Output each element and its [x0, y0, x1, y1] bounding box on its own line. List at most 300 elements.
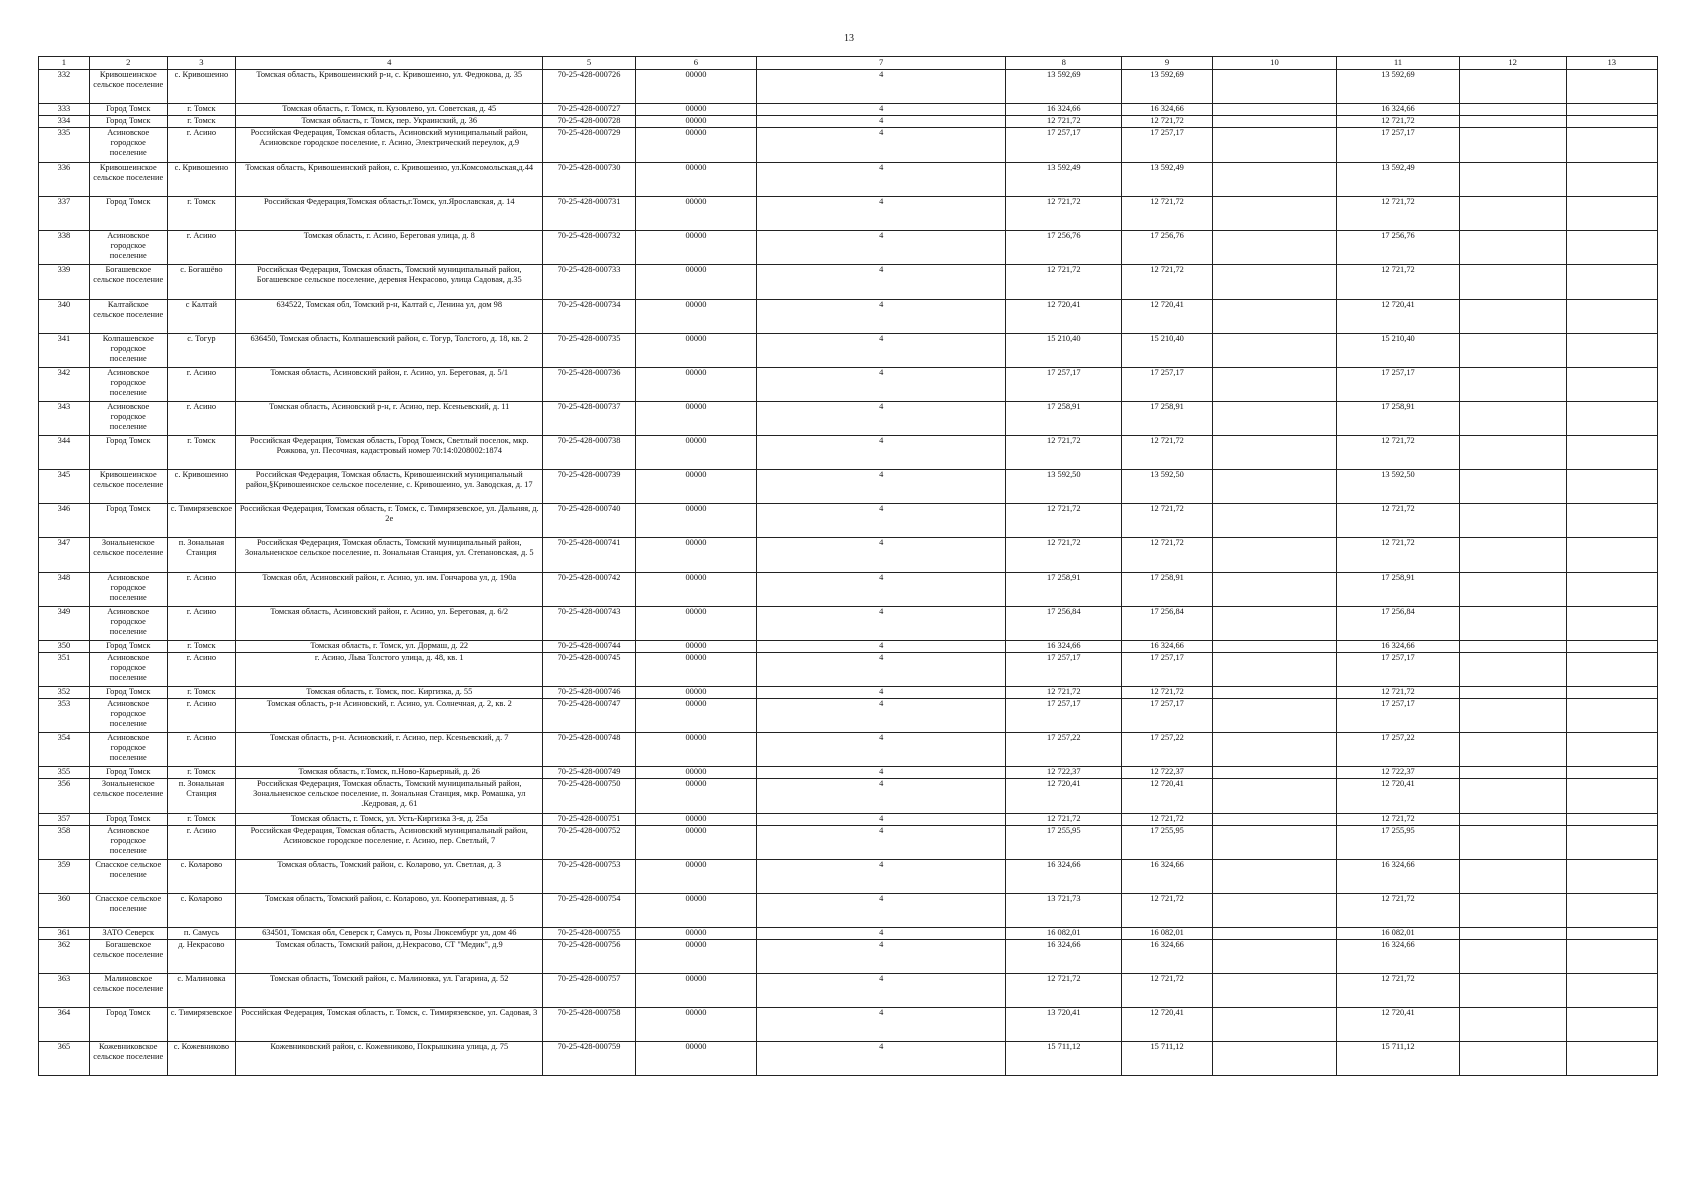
cell-col-6: 00000	[635, 197, 756, 231]
cell-col-7: 4	[757, 928, 1006, 940]
cell-col-6: 00000	[635, 368, 756, 402]
cell-col-2: Город Томск	[89, 104, 167, 116]
cell-col-9: 17 257,17	[1122, 699, 1212, 733]
cell-col-9: 15 210,40	[1122, 334, 1212, 368]
cell-col-1: 337	[39, 197, 90, 231]
cell-col-8: 12 721,72	[1006, 265, 1122, 300]
cell-col-3: г. Томск	[167, 641, 235, 653]
table-row	[39, 607, 1658, 641]
table-row	[39, 70, 1658, 104]
cell-col-3: п. Зональная Станция	[167, 779, 235, 814]
cell-col-4: 634522, Томская обл, Томский р-н, Калтай с, Ленина ул, дом 98	[236, 300, 543, 334]
cell-col-7: 4	[757, 641, 1006, 653]
cell-col-3: г. Томск	[167, 197, 235, 231]
cell-col-2: Асиновское городское поселение	[89, 699, 167, 733]
table-row	[39, 504, 1658, 538]
cell-col-13	[1566, 573, 1657, 607]
cell-col-13	[1566, 128, 1657, 163]
cell-col-5: 70-25-428-000739	[543, 470, 635, 504]
cell-col-13	[1566, 504, 1657, 538]
table-row	[39, 974, 1658, 1008]
cell-col-8: 16 324,66	[1006, 641, 1122, 653]
cell-col-4: Томская область, г. Томск, ул. Усть-Киргизка 3-я, д. 25а	[236, 814, 543, 826]
cell-col-9: 17 257,17	[1122, 653, 1212, 687]
cell-col-10	[1212, 334, 1337, 368]
cell-col-10	[1212, 300, 1337, 334]
cell-col-1: 346	[39, 504, 90, 538]
cell-col-12	[1459, 470, 1566, 504]
cell-col-12	[1459, 894, 1566, 928]
cell-col-11: 12 721,72	[1337, 974, 1459, 1008]
cell-col-6: 00000	[635, 894, 756, 928]
cell-col-9: 16 324,66	[1122, 641, 1212, 653]
cell-col-7: 4	[757, 814, 1006, 826]
cell-col-10	[1212, 641, 1337, 653]
cell-col-8: 13 720,41	[1006, 1008, 1122, 1042]
cell-col-12	[1459, 128, 1566, 163]
cell-col-7: 4	[757, 974, 1006, 1008]
cell-col-7: 4	[757, 197, 1006, 231]
cell-col-9: 12 721,72	[1122, 504, 1212, 538]
cell-col-8: 12 721,72	[1006, 116, 1122, 128]
cell-col-12	[1459, 940, 1566, 974]
cell-col-3: г. Асино	[167, 402, 235, 436]
cell-col-1: 350	[39, 641, 90, 653]
cell-col-10	[1212, 436, 1337, 470]
cell-col-8: 17 255,95	[1006, 826, 1122, 860]
col-header: 11	[1337, 57, 1459, 70]
cell-col-12	[1459, 402, 1566, 436]
cell-col-5: 70-25-428-000726	[543, 70, 635, 104]
cell-col-7: 4	[757, 940, 1006, 974]
table-body	[39, 70, 1658, 1076]
cell-col-1: 332	[39, 70, 90, 104]
table-row	[39, 334, 1658, 368]
table-row	[39, 860, 1658, 894]
cell-col-3: с. Тимирязевское	[167, 1008, 235, 1042]
cell-col-12	[1459, 826, 1566, 860]
cell-col-9: 12 721,72	[1122, 894, 1212, 928]
cell-col-5: 70-25-428-000747	[543, 699, 635, 733]
cell-col-5: 70-25-428-000745	[543, 653, 635, 687]
cell-col-10	[1212, 940, 1337, 974]
cell-col-3: с. Тимирязевское	[167, 504, 235, 538]
cell-col-1: 363	[39, 974, 90, 1008]
cell-col-5: 70-25-428-000734	[543, 300, 635, 334]
cell-col-2: Богашевское сельское поселение	[89, 940, 167, 974]
cell-col-13	[1566, 538, 1657, 573]
cell-col-12	[1459, 607, 1566, 641]
cell-col-2: Асиновское городское поселение	[89, 573, 167, 607]
cell-col-8: 16 324,66	[1006, 104, 1122, 116]
col-header: 8	[1006, 57, 1122, 70]
cell-col-12	[1459, 163, 1566, 197]
cell-col-3: г. Асино	[167, 699, 235, 733]
table-row	[39, 1008, 1658, 1042]
cell-col-3: с. Малиновка	[167, 974, 235, 1008]
cell-col-4: Томская область, Асиновский р-н, г. Асино, пер. Ксеньевский, д. 11	[236, 402, 543, 436]
cell-col-11: 17 256,76	[1337, 231, 1459, 265]
table-row	[39, 687, 1658, 699]
cell-col-1: 339	[39, 265, 90, 300]
cell-col-11: 12 721,72	[1337, 538, 1459, 573]
cell-col-4: Томская область, Кривошеинский р-н, с. Кривошеино, ул. Федюкова, д. 35	[236, 70, 543, 104]
cell-col-7: 4	[757, 470, 1006, 504]
cell-col-12	[1459, 368, 1566, 402]
cell-col-8: 12 721,72	[1006, 197, 1122, 231]
cell-col-6: 00000	[635, 687, 756, 699]
cell-col-4: Томская область, г. Томск, ул. Дормаш, д. 22	[236, 641, 543, 653]
cell-col-4: Томская обл, Асиновский район, г. Асино, ул. им. Гончарова ул, д. 190а	[236, 573, 543, 607]
cell-col-9: 17 257,22	[1122, 733, 1212, 767]
cell-col-7: 4	[757, 70, 1006, 104]
table-row	[39, 699, 1658, 733]
cell-col-4: Российская Федерация, Томская область, Томский муниципальный район, Зональненское сельское поселение, п. Зональная Станция, ул. Степановская, д. 5	[236, 538, 543, 573]
cell-col-9: 12 721,72	[1122, 265, 1212, 300]
cell-col-6: 00000	[635, 1008, 756, 1042]
cell-col-13	[1566, 641, 1657, 653]
cell-col-5: 70-25-428-000729	[543, 128, 635, 163]
cell-col-2: Город Томск	[89, 197, 167, 231]
cell-col-5: 70-25-428-000742	[543, 573, 635, 607]
cell-col-9: 16 324,66	[1122, 940, 1212, 974]
cell-col-10	[1212, 231, 1337, 265]
cell-col-8: 17 257,22	[1006, 733, 1122, 767]
cell-col-2: Калтайское сельское поселение	[89, 300, 167, 334]
cell-col-6: 00000	[635, 128, 756, 163]
cell-col-5: 70-25-428-000737	[543, 402, 635, 436]
cell-col-3: д. Некрасово	[167, 940, 235, 974]
cell-col-2: Город Томск	[89, 641, 167, 653]
cell-col-12	[1459, 1008, 1566, 1042]
cell-col-11: 17 257,17	[1337, 128, 1459, 163]
cell-col-8: 12 721,72	[1006, 974, 1122, 1008]
cell-col-8: 17 258,91	[1006, 402, 1122, 436]
cell-col-6: 00000	[635, 767, 756, 779]
cell-col-11: 12 722,37	[1337, 767, 1459, 779]
cell-col-10	[1212, 128, 1337, 163]
cell-col-5: 70-25-428-000733	[543, 265, 635, 300]
cell-col-11: 17 256,84	[1337, 607, 1459, 641]
col-header: 6	[635, 57, 756, 70]
header-row	[39, 57, 1658, 70]
cell-col-12	[1459, 538, 1566, 573]
cell-col-9: 12 721,72	[1122, 814, 1212, 826]
cell-col-12	[1459, 70, 1566, 104]
cell-col-12	[1459, 300, 1566, 334]
cell-col-3: г. Асино	[167, 573, 235, 607]
cell-col-11: 17 255,95	[1337, 826, 1459, 860]
cell-col-4: Томская область, Томский район, с. Коларово, ул. Кооперативная, д. 5	[236, 894, 543, 928]
cell-col-7: 4	[757, 265, 1006, 300]
cell-col-9: 17 256,84	[1122, 607, 1212, 641]
cell-col-6: 00000	[635, 300, 756, 334]
cell-col-11: 16 324,66	[1337, 860, 1459, 894]
cell-col-3: г. Асино	[167, 733, 235, 767]
table-row	[39, 653, 1658, 687]
cell-col-2: Зональненское сельское поселение	[89, 538, 167, 573]
cell-col-11: 15 210,40	[1337, 334, 1459, 368]
cell-col-2: Асиновское городское поселение	[89, 402, 167, 436]
cell-col-8: 13 592,69	[1006, 70, 1122, 104]
cell-col-8: 16 324,66	[1006, 860, 1122, 894]
cell-col-13	[1566, 653, 1657, 687]
cell-col-13	[1566, 1042, 1657, 1076]
cell-col-7: 4	[757, 116, 1006, 128]
cell-col-7: 4	[757, 733, 1006, 767]
cell-col-1: 341	[39, 334, 90, 368]
cell-col-4: Российская Федерация, Томская область, г. Томск, с. Тимирязевское, ул. Дальняя, д. 2е	[236, 504, 543, 538]
cell-col-3: с. Коларово	[167, 860, 235, 894]
cell-col-12	[1459, 699, 1566, 733]
table-row	[39, 573, 1658, 607]
cell-col-1: 364	[39, 1008, 90, 1042]
cell-col-10	[1212, 894, 1337, 928]
cell-col-13	[1566, 779, 1657, 814]
cell-col-3: г. Асино	[167, 826, 235, 860]
cell-col-12	[1459, 974, 1566, 1008]
cell-col-1: 361	[39, 928, 90, 940]
table-row	[39, 928, 1658, 940]
table-row	[39, 402, 1658, 436]
cell-col-2: Город Томск	[89, 504, 167, 538]
cell-col-12	[1459, 767, 1566, 779]
cell-col-4: Российская Федерация, Томская область, Асиновский муниципальный район, Асиновское городское поселение, г. Асино, пер. Светлый, 7	[236, 826, 543, 860]
table-row	[39, 265, 1658, 300]
cell-col-1: 362	[39, 940, 90, 974]
cell-col-5: 70-25-428-000727	[543, 104, 635, 116]
cell-col-12	[1459, 504, 1566, 538]
cell-col-11: 12 721,72	[1337, 504, 1459, 538]
cell-col-13	[1566, 814, 1657, 826]
cell-col-4: Томская область, Томский район, с. Коларово, ул. Светлая, д. 3	[236, 860, 543, 894]
cell-col-7: 4	[757, 894, 1006, 928]
cell-col-13	[1566, 1008, 1657, 1042]
cell-col-5: 70-25-428-000753	[543, 860, 635, 894]
cell-col-11: 16 324,66	[1337, 641, 1459, 653]
cell-col-1: 356	[39, 779, 90, 814]
cell-col-10	[1212, 573, 1337, 607]
cell-col-2: Богашевское сельское поселение	[89, 265, 167, 300]
cell-col-6: 00000	[635, 641, 756, 653]
cell-col-13	[1566, 699, 1657, 733]
cell-col-11: 16 324,66	[1337, 104, 1459, 116]
cell-col-11: 17 257,17	[1337, 699, 1459, 733]
cell-col-12	[1459, 814, 1566, 826]
cell-col-1: 354	[39, 733, 90, 767]
cell-col-2: Малиновское сельское поселение	[89, 974, 167, 1008]
cell-col-10	[1212, 1042, 1337, 1076]
cell-col-7: 4	[757, 826, 1006, 860]
cell-col-11: 17 257,17	[1337, 368, 1459, 402]
cell-col-9: 15 711,12	[1122, 1042, 1212, 1076]
cell-col-7: 4	[757, 1008, 1006, 1042]
cell-col-7: 4	[757, 687, 1006, 699]
cell-col-4: Томская область, Кривошеинский район, с. Кривошеино, ул.Комсомольская,д.44	[236, 163, 543, 197]
cell-col-1: 340	[39, 300, 90, 334]
cell-col-5: 70-25-428-000756	[543, 940, 635, 974]
cell-col-8: 12 720,41	[1006, 300, 1122, 334]
cell-col-8: 12 721,72	[1006, 436, 1122, 470]
cell-col-3: г. Томск	[167, 436, 235, 470]
cell-col-2: Асиновское городское поселение	[89, 607, 167, 641]
cell-col-7: 4	[757, 368, 1006, 402]
cell-col-7: 4	[757, 231, 1006, 265]
cell-col-2: Асиновское городское поселение	[89, 231, 167, 265]
cell-col-1: 338	[39, 231, 90, 265]
cell-col-9: 12 721,72	[1122, 197, 1212, 231]
cell-col-10	[1212, 928, 1337, 940]
cell-col-1: 335	[39, 128, 90, 163]
cell-col-6: 00000	[635, 470, 756, 504]
register-table	[38, 56, 1658, 1076]
cell-col-13	[1566, 733, 1657, 767]
table-row	[39, 1042, 1658, 1076]
cell-col-11: 17 258,91	[1337, 402, 1459, 436]
cell-col-1: 359	[39, 860, 90, 894]
cell-col-10	[1212, 163, 1337, 197]
cell-col-8: 17 257,17	[1006, 653, 1122, 687]
cell-col-1: 357	[39, 814, 90, 826]
cell-col-3: с. Богашёво	[167, 265, 235, 300]
cell-col-12	[1459, 116, 1566, 128]
cell-col-4: Томская область, г. Асино, Береговая улица, д. 8	[236, 231, 543, 265]
cell-col-3: с. Кривошеино	[167, 70, 235, 104]
cell-col-8: 17 256,76	[1006, 231, 1122, 265]
cell-col-3: с. Кривошеино	[167, 470, 235, 504]
cell-col-9: 12 721,72	[1122, 687, 1212, 699]
cell-col-4: Томская область, г. Томск, пос. Киргизка, д. 55	[236, 687, 543, 699]
cell-col-5: 70-25-428-000750	[543, 779, 635, 814]
cell-col-8: 12 722,37	[1006, 767, 1122, 779]
cell-col-9: 16 324,66	[1122, 860, 1212, 894]
cell-col-5: 70-25-428-000743	[543, 607, 635, 641]
cell-col-9: 17 258,91	[1122, 573, 1212, 607]
cell-col-2: Асиновское городское поселение	[89, 128, 167, 163]
cell-col-8: 16 082,01	[1006, 928, 1122, 940]
cell-col-13	[1566, 607, 1657, 641]
cell-col-10	[1212, 733, 1337, 767]
cell-col-5: 70-25-428-000735	[543, 334, 635, 368]
cell-col-5: 70-25-428-000730	[543, 163, 635, 197]
cell-col-10	[1212, 104, 1337, 116]
cell-col-6: 00000	[635, 163, 756, 197]
cell-col-4: Кожевниковский район, с. Кожевниково, Покрышкина улица, д. 75	[236, 1042, 543, 1076]
cell-col-1: 349	[39, 607, 90, 641]
cell-col-2: Город Томск	[89, 116, 167, 128]
cell-col-9: 12 721,72	[1122, 436, 1212, 470]
cell-col-7: 4	[757, 334, 1006, 368]
cell-col-3: с. Кривошеино	[167, 163, 235, 197]
cell-col-2: Город Томск	[89, 687, 167, 699]
cell-col-5: 70-25-428-000755	[543, 928, 635, 940]
cell-col-12	[1459, 733, 1566, 767]
cell-col-8: 17 257,17	[1006, 128, 1122, 163]
cell-col-12	[1459, 653, 1566, 687]
cell-col-5: 70-25-428-000754	[543, 894, 635, 928]
cell-col-5: 70-25-428-000752	[543, 826, 635, 860]
cell-col-11: 12 720,41	[1337, 779, 1459, 814]
cell-col-2: Город Томск	[89, 814, 167, 826]
cell-col-13	[1566, 104, 1657, 116]
cell-col-11: 16 324,66	[1337, 940, 1459, 974]
cell-col-5: 70-25-428-000738	[543, 436, 635, 470]
cell-col-1: 360	[39, 894, 90, 928]
cell-col-1: 358	[39, 826, 90, 860]
cell-col-13	[1566, 70, 1657, 104]
cell-col-9: 12 720,41	[1122, 779, 1212, 814]
col-header: 12	[1459, 57, 1566, 70]
cell-col-4: Томская область, Асиновский район, г. Асино, ул. Береговая, д. 5/1	[236, 368, 543, 402]
cell-col-5: 70-25-428-000757	[543, 974, 635, 1008]
cell-col-7: 4	[757, 699, 1006, 733]
cell-col-6: 00000	[635, 940, 756, 974]
cell-col-1: 352	[39, 687, 90, 699]
cell-col-10	[1212, 653, 1337, 687]
cell-col-4: Томская область, р-н. Асиновский, г. Асино, пер. Ксеньевский, д. 7	[236, 733, 543, 767]
cell-col-6: 00000	[635, 826, 756, 860]
cell-col-4: Российская Федерация, Томская область, Асиновский муниципальный район, Асиновское городское поселение, г. Асино, Электрический переулок, д.9	[236, 128, 543, 163]
cell-col-12	[1459, 860, 1566, 894]
cell-col-9: 12 721,72	[1122, 538, 1212, 573]
cell-col-13	[1566, 197, 1657, 231]
cell-col-10	[1212, 699, 1337, 733]
cell-col-12	[1459, 1042, 1566, 1076]
table-row	[39, 104, 1658, 116]
cell-col-9: 13 592,50	[1122, 470, 1212, 504]
cell-col-6: 00000	[635, 70, 756, 104]
cell-col-13	[1566, 767, 1657, 779]
cell-col-10	[1212, 860, 1337, 894]
cell-col-10	[1212, 504, 1337, 538]
cell-col-3: г. Асино	[167, 607, 235, 641]
cell-col-2: Асиновское городское поселение	[89, 826, 167, 860]
col-header: 3	[167, 57, 235, 70]
cell-col-4: Томская область, г.Томск, п.Ново-Карьерный, д. 26	[236, 767, 543, 779]
cell-col-13	[1566, 928, 1657, 940]
cell-col-10	[1212, 607, 1337, 641]
cell-col-4: Российская Федерация, Томская область, Кривошеинский муниципальный район,§Кривошеинское сельское поселение, с. Кривошеино, ул. Заводская, д. 17	[236, 470, 543, 504]
cell-col-6: 00000	[635, 436, 756, 470]
cell-col-2: Город Томск	[89, 436, 167, 470]
cell-col-3: п. Зональная Станция	[167, 538, 235, 573]
cell-col-6: 00000	[635, 928, 756, 940]
cell-col-8: 12 721,72	[1006, 538, 1122, 573]
col-header: 5	[543, 57, 635, 70]
cell-col-3: с Калтай	[167, 300, 235, 334]
cell-col-4: Томская область, г. Томск, п. Кузовлево, ул. Советская, д. 45	[236, 104, 543, 116]
cell-col-4: 636450, Томская область, Колпашевский район, с. Тогур, Толстого, д. 18, кв. 2	[236, 334, 543, 368]
cell-col-10	[1212, 70, 1337, 104]
col-header: 9	[1122, 57, 1212, 70]
col-header: 1	[39, 57, 90, 70]
cell-col-6: 00000	[635, 607, 756, 641]
cell-col-13	[1566, 163, 1657, 197]
cell-col-6: 00000	[635, 733, 756, 767]
table-row	[39, 894, 1658, 928]
cell-col-9: 17 258,91	[1122, 402, 1212, 436]
cell-col-1: 365	[39, 1042, 90, 1076]
cell-col-4: Российская Федерация,Томская область,г.Томск, ул.Ярославская, д. 14	[236, 197, 543, 231]
cell-col-5: 70-25-428-000759	[543, 1042, 635, 1076]
cell-col-12	[1459, 779, 1566, 814]
cell-col-5: 70-25-428-000736	[543, 368, 635, 402]
table-row	[39, 300, 1658, 334]
cell-col-6: 00000	[635, 860, 756, 894]
cell-col-1: 348	[39, 573, 90, 607]
col-header: 13	[1566, 57, 1657, 70]
cell-col-12	[1459, 265, 1566, 300]
